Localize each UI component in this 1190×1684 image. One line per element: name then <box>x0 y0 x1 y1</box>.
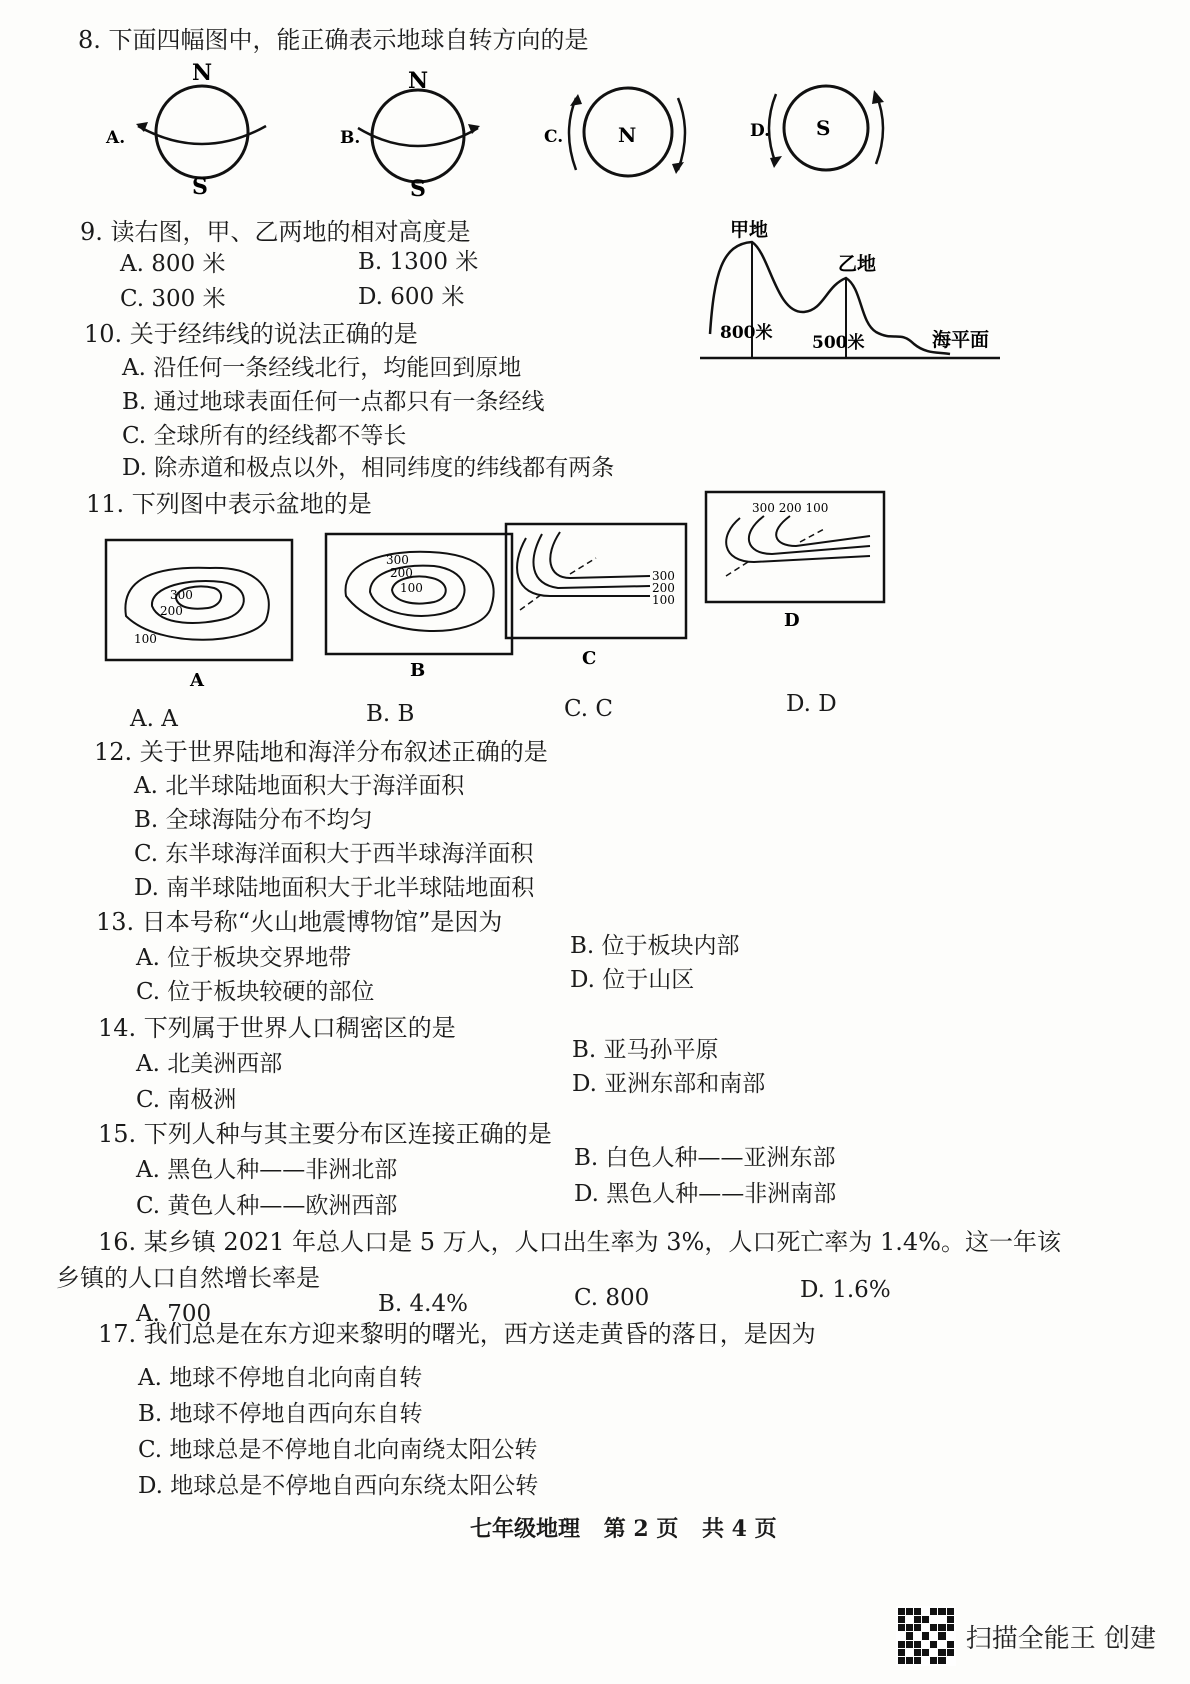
question-10-option-a[interactable]: A. 沿任何一条经线北行，均能回到原地 <box>122 355 522 381</box>
q8-fig-c-pole: N <box>618 123 637 147</box>
q11-fig-label-a: A <box>190 670 204 691</box>
question-13-option-d[interactable]: D. 位于山区 <box>570 967 695 993</box>
question-16-option-a[interactable]: A. 700 <box>136 1301 212 1327</box>
q8-fig-c-label: C. <box>544 127 564 147</box>
q11-fig-label-d: D <box>784 610 800 631</box>
question-16-option-c[interactable]: C. 800 <box>574 1285 650 1311</box>
footer-page-number: 第 2 页 <box>603 1516 679 1542</box>
q11-c-100: 100 <box>652 593 675 607</box>
q8-fig-b-label: B. <box>340 128 361 148</box>
question-17-option-d[interactable]: D. 地球总是不停地自西向东绕太阳公转 <box>138 1473 539 1499</box>
q8-fig-d-label: D. <box>750 121 771 141</box>
q8-fig-d-pole: S <box>816 116 831 140</box>
question-9-option-d[interactable]: D. 600 米 <box>358 284 465 310</box>
q11-fig-label-b: B <box>410 660 426 681</box>
footer-total-pages: 共 4 页 <box>702 1516 777 1542</box>
q9-label-yi: 乙地 <box>838 253 877 275</box>
question-16-stem-line2: 乡镇的人口自然增长率是 <box>56 1264 320 1292</box>
question-9-stem: 9. 读右图，甲、乙两地的相对高度是 <box>80 218 471 246</box>
q11-b-200: 200 <box>390 566 413 580</box>
q8-fig-a-label: A. <box>106 128 126 148</box>
q11-d-values: 300 200 100 <box>752 501 829 515</box>
q11-a-200: 200 <box>160 604 183 618</box>
q9-label-jia: 甲地 <box>730 219 769 241</box>
q8-fig-a-north: N <box>192 60 213 86</box>
question-13-option-c[interactable]: C. 位于板块较硬的部位 <box>136 979 375 1005</box>
q8-fig-b-north: N <box>408 68 429 94</box>
q11-fig-label-c: C <box>582 648 597 669</box>
question-11-stem: 11. 下列图中表示盆地的是 <box>86 490 372 518</box>
question-17-option-a[interactable]: A. 地球不停地自北向南自转 <box>138 1365 423 1391</box>
question-13-option-b[interactable]: B. 位于板块内部 <box>570 933 740 959</box>
qr-code-icon <box>896 1606 956 1666</box>
question-12-stem: 12. 关于世界陆地和海洋分布叙述正确的是 <box>94 738 548 766</box>
question-17-stem: 17. 我们总是在东方迎来黎明的曙光，西方送走黄昏的落日，是因为 <box>98 1320 816 1348</box>
question-15-option-a[interactable]: A. 黑色人种——非洲北部 <box>136 1157 398 1183</box>
question-9-option-c[interactable]: C. 300 米 <box>120 286 226 312</box>
question-15-option-c[interactable]: C. 黄色人种——欧洲西部 <box>136 1193 398 1219</box>
q9-label-800: 800米 <box>720 323 773 343</box>
question-15-stem: 15. 下列人种与其主要分布区连接正确的是 <box>98 1120 552 1148</box>
q11-a-300: 300 <box>170 588 193 602</box>
q9-label-500: 500米 <box>812 333 865 353</box>
question-8-stem: 8. 下面四幅图中，能正确表示地球自转方向的是 <box>78 26 589 54</box>
question-13-stem: 13. 日本号称“火山地震博物馆”是因为 <box>96 908 503 936</box>
question-10-stem: 10. 关于经纬线的说法正确的是 <box>84 320 418 348</box>
question-11-option-b[interactable]: B. B <box>366 701 415 727</box>
question-14-option-a[interactable]: A. 北美洲西部 <box>136 1051 283 1077</box>
question-12-option-b[interactable]: B. 全球海陆分布不均匀 <box>134 807 373 833</box>
question-10-option-d[interactable]: D. 除赤道和极点以外，相同纬度的纬线都有两条 <box>122 455 615 481</box>
q11-b-100: 100 <box>400 581 423 595</box>
question-15-option-d[interactable]: D. 黑色人种——非洲南部 <box>574 1181 837 1207</box>
question-17-option-b[interactable]: B. 地球不停地自西向东自转 <box>138 1401 423 1427</box>
q11-b-300: 300 <box>386 553 409 567</box>
question-12-option-c[interactable]: C. 东半球海洋面积大于西半球海洋面积 <box>134 841 534 867</box>
q9-label-sea-level: 海平面 <box>932 329 990 351</box>
question-8-figures <box>100 58 920 208</box>
page-footer <box>470 1512 793 1543</box>
q8-fig-b-south: S <box>410 176 426 202</box>
watermark-text: 扫描全能王 创建 <box>965 1623 1156 1654</box>
question-17-option-c[interactable]: C. 地球总是不停地自北向南绕太阳公转 <box>138 1437 538 1463</box>
scanner-watermark <box>896 1606 1156 1666</box>
question-14-stem: 14. 下列属于世界人口稠密区的是 <box>98 1014 456 1042</box>
question-13-option-a[interactable]: A. 位于板块交界地带 <box>136 945 352 971</box>
question-11-option-d[interactable]: D. D <box>786 691 837 717</box>
question-10-option-b[interactable]: B. 通过地球表面任何一点都只有一条经线 <box>122 389 545 415</box>
question-9-option-a[interactable]: A. 800 米 <box>120 251 226 277</box>
footer-subject: 七年级地理 <box>470 1516 581 1542</box>
question-9-option-b[interactable]: B. 1300 米 <box>358 249 479 275</box>
question-16-option-b[interactable]: B. 4.4% <box>378 1291 468 1317</box>
question-16-stem-line1: 16. 某乡镇 2021 年总人口是 5 万人，人口出生率为 3%，人口死亡率为 1.4%。这一年该 <box>98 1228 1061 1256</box>
question-10-option-c[interactable]: C. 全球所有的经线都不等长 <box>122 423 407 449</box>
question-12-option-d[interactable]: D. 南半球陆地面积大于北半球陆地面积 <box>134 875 535 901</box>
question-11-option-c[interactable]: C. C <box>564 696 613 722</box>
q11-c-200: 200 <box>652 581 675 595</box>
question-11-option-a[interactable]: A. A <box>130 706 178 732</box>
question-9-terrain-figure <box>700 214 1020 374</box>
q11-c-300: 300 <box>652 569 675 583</box>
question-14-option-c[interactable]: C. 南极洲 <box>136 1087 237 1113</box>
question-14-option-d[interactable]: D. 亚洲东部和南部 <box>572 1071 766 1097</box>
question-12-option-a[interactable]: A. 北半球陆地面积大于海洋面积 <box>134 773 465 799</box>
question-16-option-d[interactable]: D. 1.6% <box>800 1277 891 1303</box>
q11-a-100: 100 <box>134 632 157 646</box>
q8-fig-a-south: S <box>192 174 208 200</box>
question-15-option-b[interactable]: B. 白色人种——亚洲东部 <box>574 1145 836 1171</box>
question-14-option-b[interactable]: B. 亚马孙平原 <box>572 1037 719 1063</box>
